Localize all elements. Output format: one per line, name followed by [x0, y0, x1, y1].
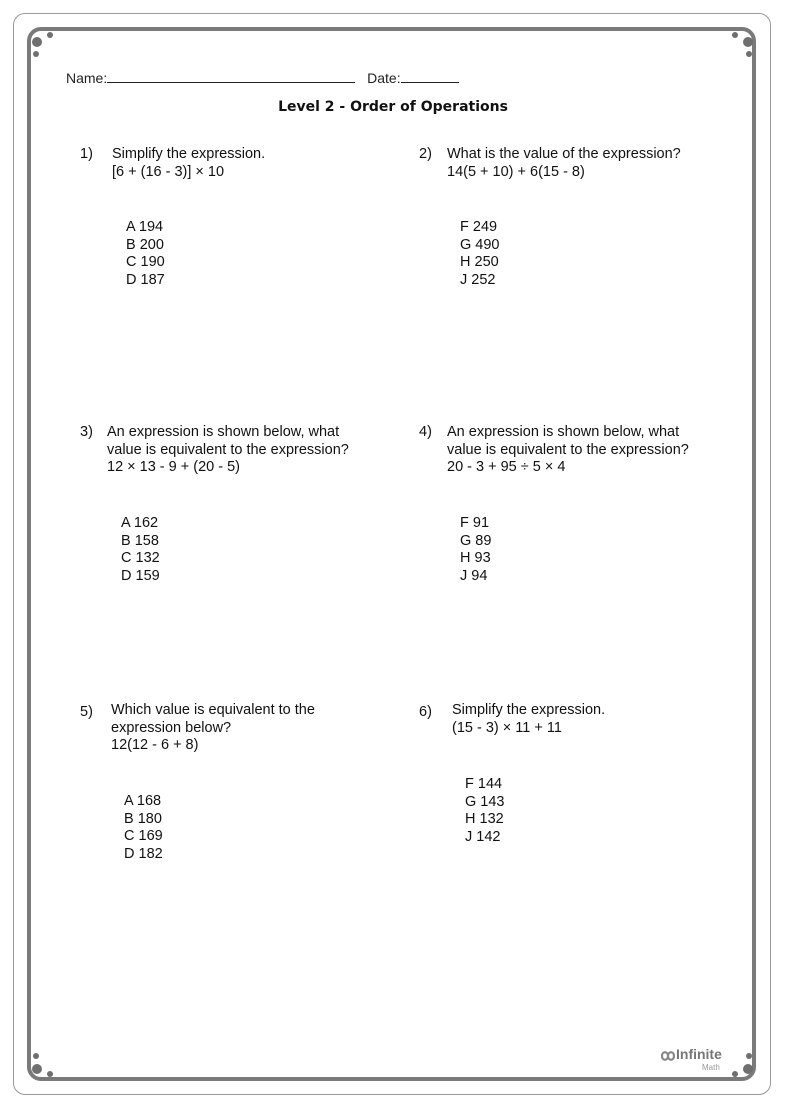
answer-choices [121, 515, 160, 585]
answer-choices [124, 793, 163, 863]
question-expression: 20 - 3 + 95 ÷ 5 × 4 [447, 459, 566, 475]
question-line: An expression is shown below, what [447, 424, 680, 440]
question-expression: 12 × 13 - 9 + (20 - 5) [107, 459, 240, 475]
question-line: Simplify the expression. [452, 702, 606, 718]
answer-choice[interactable]: C 132 [121, 550, 160, 566]
answer-choice[interactable]: G 89 [460, 532, 492, 549]
question-text [447, 424, 689, 477]
question-expression: (15 - 3) × 11 + 11 [452, 719, 562, 736]
corner-dot [47, 1071, 53, 1077]
corner-dot [33, 51, 39, 57]
answer-choices [460, 219, 500, 289]
corner-dot [32, 37, 42, 47]
name-label: Name: [66, 70, 108, 86]
answer-choice[interactable]: C 169 [124, 828, 163, 844]
name-date-row [66, 69, 459, 86]
answer-choices [465, 776, 505, 846]
answer-choice[interactable]: J 94 [460, 567, 488, 584]
question-line: Simplify the expression. [112, 146, 266, 162]
answer-choice[interactable]: A 162 [121, 515, 159, 531]
answer-choice[interactable]: B 158 [121, 532, 159, 549]
question-number: 4) [419, 424, 432, 440]
question-expression: [6 + (16 - 3)] × 10 [112, 163, 225, 180]
question-expression: 12(12 - 6 + 8) [111, 737, 199, 753]
answer-choice[interactable]: A 168 [124, 793, 162, 809]
question-text [452, 702, 605, 737]
logo-subtext: Math [702, 1063, 720, 1072]
question-text [107, 424, 349, 477]
question-number: 2) [419, 146, 432, 162]
infinite-math-logo [656, 1046, 726, 1080]
question-expression: 14(5 + 10) + 6(15 - 8) [447, 163, 585, 180]
answer-choice[interactable]: F 144 [465, 776, 503, 792]
answer-choice[interactable]: H 93 [460, 550, 491, 566]
date-field[interactable] [401, 69, 459, 83]
corner-dot [743, 1064, 753, 1074]
logo-text: Infinite [676, 1046, 722, 1062]
question-line: expression below? [111, 719, 232, 736]
corner-dot [746, 1053, 752, 1059]
answer-choice[interactable]: G 143 [465, 793, 505, 810]
corner-dot [47, 32, 53, 38]
question-text [112, 146, 265, 181]
worksheet-title: Level 2 - Order of Operations [278, 99, 508, 115]
question-number: 6) [419, 704, 432, 720]
name-field[interactable] [107, 69, 355, 83]
answer-choice[interactable]: B 200 [126, 236, 164, 253]
answer-choice[interactable]: J 252 [460, 271, 496, 288]
corner-dot [732, 1071, 738, 1077]
answer-choice[interactable]: D 187 [126, 271, 165, 288]
question-text [447, 146, 681, 181]
answer-choices [126, 219, 165, 289]
answer-choice[interactable]: H 250 [460, 254, 499, 270]
answer-choice[interactable]: C 190 [126, 254, 165, 270]
answer-choice[interactable]: H 132 [465, 811, 504, 827]
corner-dot [743, 37, 753, 47]
answer-choice[interactable]: F 91 [460, 515, 490, 531]
question-number: 3) [80, 424, 93, 440]
answer-choice[interactable]: J 142 [465, 828, 501, 845]
answer-choice[interactable]: D 182 [124, 845, 163, 862]
answer-choice[interactable]: D 159 [121, 567, 160, 584]
answer-choice[interactable]: G 490 [460, 236, 500, 253]
question-line: value is equivalent to the expression? [107, 441, 349, 458]
answer-choice[interactable]: B 180 [124, 810, 162, 827]
date-label: Date: [367, 70, 401, 86]
question-text [111, 702, 315, 755]
answer-choices [460, 515, 491, 585]
question-number: 5) [80, 704, 93, 720]
question-line: An expression is shown below, what [107, 424, 340, 440]
question-line: value is equivalent to the expression? [447, 441, 689, 458]
question-line: Which value is equivalent to the [111, 702, 315, 718]
corner-dot [732, 32, 738, 38]
question-line: What is the value of the expression? [447, 146, 681, 162]
answer-choice[interactable]: F 249 [460, 219, 498, 235]
corner-dot [32, 1064, 42, 1074]
answer-choice[interactable]: A 194 [126, 219, 164, 235]
corner-dot [746, 51, 752, 57]
corner-dot [33, 1053, 39, 1059]
question-number: 1) [80, 146, 93, 162]
